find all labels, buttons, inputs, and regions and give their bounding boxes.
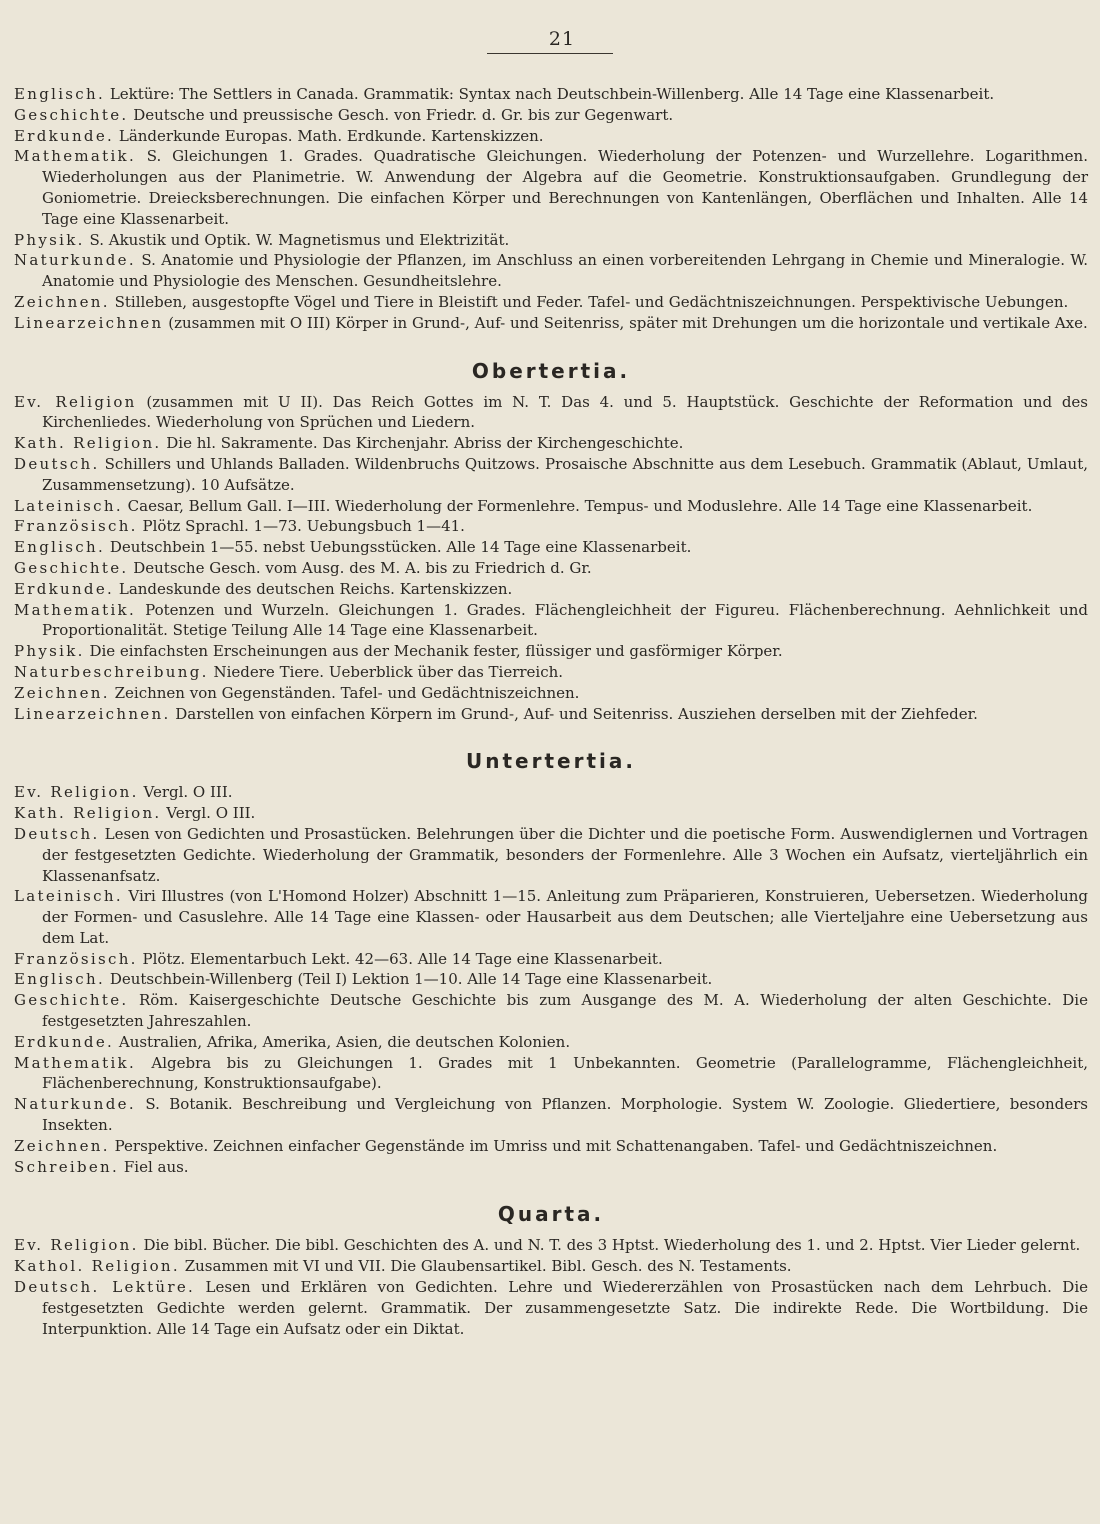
entry-text: Lektüre: The Settlers in Canada. Grammatik: Syntax nach Deutschbein-Willenberg. Alle 14 Tage eine Klassenarbeit. (105, 85, 995, 103)
subject-label: Naturkunde. (14, 1095, 136, 1114)
curriculum-entry (14, 392, 1088, 434)
curriculum-entry (14, 105, 1088, 126)
subject-label: Englisch. (14, 85, 106, 103)
subject-label: Kath. Religion. (14, 804, 162, 823)
curriculum-entry (14, 886, 1088, 948)
curriculum-entry (14, 496, 1088, 517)
entry-text: Zeichnen von Gegenständen. Tafel- und Gedächtniszeichnen. (109, 683, 580, 702)
subject-label: Linearzeichnen (14, 313, 164, 332)
curriculum-entry (14, 1256, 1088, 1277)
subject-label: Mathematik. (14, 1053, 137, 1072)
curriculum-entry (14, 250, 1088, 292)
curriculum-entry (14, 1032, 1088, 1053)
subject-label: Naturbeschreibung. (14, 662, 209, 681)
subject-label: Erdkunde. (14, 1032, 115, 1051)
subject-label: Deutsch. (14, 824, 100, 843)
curriculum-entry (14, 949, 1088, 970)
curriculum-entry (14, 662, 1088, 683)
subject-label: Zeichnen. (14, 1136, 110, 1155)
entry-text: Vergl. O III. (161, 804, 256, 823)
curriculum-entry (14, 704, 1088, 725)
curriculum-entry (14, 969, 1088, 990)
entry-text: Plötz. Elementarbuch Lekt. 42—63. Alle 14 Tage eine Klassenarbeit. (137, 949, 663, 968)
curriculum-entry (14, 516, 1088, 537)
curriculum-entry (14, 782, 1088, 803)
entry-text: Niedere Tiere. Ueberblick über das Tierreich. (208, 662, 564, 681)
subject-label: Kath. Religion. (14, 434, 162, 453)
entry-text: S. Botanik. Beschreibung und Vergleichung von Pflanzen. Morphologie. System W. Zoologie. Gliedertiere, besonders Insekten. (42, 1095, 1088, 1135)
subject-label: Deutsch. Lektüre. (14, 1278, 196, 1297)
entry-text: Deutschbein-Willenberg (Teil I) Lektion 1—10. Alle 14 Tage eine Klassenarbeit. (105, 970, 713, 989)
entry-text: Schillers und Uhlands Balladen. Wildenbruchs Quitzows. Prosaische Abschnitte aus dem Lesebuch. Grammatik (Ablaut, Umlaut, Zusammensetzung). 10 Aufsätze. (42, 454, 1088, 494)
curriculum-entry (14, 579, 1088, 600)
curriculum-entry (14, 1094, 1088, 1136)
entry-text: Die einfachsten Erscheinungen aus der Mechanik fester, flüssiger und gasförmiger Körper. (84, 642, 783, 661)
entry-text: Viri Illustres (von L'Homond Holzer) Abschnitt 1—15. Anleitung zum Präparieren, Konstruieren, Uebersetzen. Wiederholung der Formen- und Casuslehre. Alle 14 Tage eine Klassen- oder Hausarbeit aus dem Deutschen; alle Vierteljahre eine Uebersetzung aus dem Lat. (42, 887, 1088, 947)
subject-label: Lateinisch. (14, 496, 123, 515)
section-heading: Obertertia. (471, 358, 631, 383)
subject-label: Mathematik. (14, 600, 137, 619)
subject-label: Französisch. (14, 517, 138, 536)
entry-text: Australien, Afrika, Amerika, Asien, die deutschen Kolonien. (114, 1032, 571, 1051)
entry-text: Deutsche Gesch. vom Ausg. des M. A. bis zu Friedrich d. Gr. (128, 558, 592, 577)
page-content (14, 84, 1088, 1339)
entry-text: Landeskunde des deutschen Reichs. Kartenskizzen. (114, 579, 513, 598)
subject-label: Physik. (14, 230, 85, 249)
subject-label: Ev. Religion. (14, 783, 139, 802)
subject-label: Ev. Religion (14, 392, 137, 411)
subject-label: Linearzeichnen. (14, 704, 171, 723)
entry-text: Lesen und Erklären von Gedichten. Lehre und Wiedererzählen von Prosastücken nach dem Lehrbuch. Die festgesetzten Gedichte werden gelernt. Grammatik. Der zusammengesetzte Satz. Die indirekte Rede. Die Wortbildung. Die Interpunktion. Alle 14 Tage ein Aufsatz oder ein Diktat. (42, 1278, 1089, 1338)
curriculum-entry (14, 683, 1088, 704)
entry-text: Die bibl. Bücher. Die bibl. Geschichten des A. und N. T. des 3 Hptst. Wiederholung des 1. und 2. Hptst. Vier Lieder gelernt. (138, 1236, 1081, 1255)
entry-text: Deutsche und preussische Gesch. von Friedr. d. Gr. bis zur Gegenwart. (128, 105, 674, 124)
curriculum-entry (14, 126, 1088, 147)
subject-label: Geschichte. (14, 991, 129, 1010)
section-heading: Untertertia. (466, 749, 636, 774)
subject-label: Kathol. Religion. (14, 1257, 180, 1276)
subject-label: Englisch. (14, 970, 106, 989)
curriculum-entry (14, 313, 1088, 334)
subject-label: Schreiben. (14, 1157, 120, 1176)
subject-label: Physik. (14, 642, 85, 661)
entry-text: Vergl. O III. (138, 783, 233, 802)
curriculum-entry (14, 824, 1088, 886)
entry-text: Potenzen und Wurzeln. Gleichungen 1. Grades. Flächengleichheit der Figureu. Flächenberechnung. Aehnlichkeit und Proportionalität. Stetige Teilung Alle 14 Tage eine Klassenarbeit. (42, 600, 1088, 640)
entry-text: Caesar, Bellum Gall. I—III. Wiederholung der Formenlehre. Tempus- und Moduslehre. Alle 14 Tage eine Klassenarbeit. (122, 496, 1033, 515)
entry-text: (zusammen mit U II). Das Reich Gottes im N. T. Das 4. und 5. Hauptstück. Geschichte der Reformation und des Kirchenliedes. Wiederholung von Sprüchen und Liedern. (42, 392, 1088, 432)
entry-text: Die hl. Sakramente. Das Kirchenjahr. Abriss der Kirchengeschichte. (161, 434, 684, 453)
subject-label: Zeichnen. (14, 683, 110, 702)
entry-text: Fiel aus. (119, 1157, 189, 1176)
entry-text: (zusammen mit O III) Körper in Grund-, Auf- und Seitenriss, später mit Drehungen um die horizontale und vertikale Axe. (163, 313, 1088, 332)
entry-text: Darstellen von einfachen Körpern im Grund-, Auf- und Seitenriss. Ausziehen derselben mit der Ziehfeder. (170, 704, 978, 723)
curriculum-entry (14, 84, 1088, 105)
curriculum-entry (14, 1277, 1088, 1339)
curriculum-entry (14, 1235, 1088, 1256)
entry-text: Deutschbein 1—55. nebst Uebungsstücken. Alle 14 Tage eine Klassenarbeit. (105, 538, 692, 557)
entry-text: S. Akustik und Optik. W. Magnetismus und Elektrizität. (84, 230, 510, 249)
subject-label: Naturkunde. (14, 251, 136, 270)
page-number: 21 (548, 28, 576, 50)
entry-text: S. Anatomie und Physiologie der Pflanzen, im Anschluss an einen vorbereitenden Lehrgang in Chemie und Mineralogie. W. Anatomie und Physiologie des Menschen. Gesundheitslehre. (42, 251, 1088, 291)
curriculum-entry (14, 433, 1088, 454)
entry-text: Algebra bis zu Gleichungen 1. Grades mit 1 Unbekannten. Geometrie (Parallelogramme, Flächengleichheit, Flächenberechnung, Konstruktionsaufgabe). (42, 1053, 1088, 1093)
subject-label: Geschichte. (14, 105, 129, 124)
subject-label: Französisch. (14, 949, 138, 968)
subject-label: Deutsch. (14, 454, 100, 473)
curriculum-entry (14, 292, 1088, 313)
entry-text: Zusammen mit VI und VII. Die Glaubensartikel. Bibl. Gesch. des N. Testaments. (179, 1257, 792, 1276)
entry-text: Länderkunde Europas. Math. Erdkunde. Kartenskizzen. (114, 126, 544, 145)
curriculum-entry (14, 990, 1088, 1032)
curriculum-entry (14, 1053, 1088, 1095)
curriculum-entry (14, 537, 1088, 558)
subject-label: Erdkunde. (14, 126, 115, 145)
curriculum-entry (14, 230, 1088, 251)
subject-label: Mathematik. (14, 147, 137, 166)
subject-label: Erdkunde. (14, 579, 115, 598)
subject-label: Englisch. (14, 538, 106, 557)
curriculum-entry (14, 454, 1088, 496)
entry-text: S. Gleichungen 1. Grades. Quadratische Gleichungen. Wiederholung der Potenzen- und Wurzellehre. Logarithmen. Wiederholungen aus der Planimetrie. W. Anwendung der Algebra auf die Geometrie. Konstruktionsaufgaben. Grundlegung der Goniometrie. Dreiecksberechnungen. Die einfachen Körper und Berechnungen von Kantenlängen, Oberflächen und Inhalten. Alle 14 Tage eine Klassenarbeit. (42, 147, 1088, 228)
section-heading: Quarta. (497, 1202, 605, 1227)
subject-label: Geschichte. (14, 558, 129, 577)
entry-text: Stilleben, ausgestopfte Vögel und Tiere in Bleistift und Feder. Tafel- und Gedächtniszeichnungen. Perspektivische Uebungen. (109, 292, 1069, 311)
curriculum-entry (14, 146, 1088, 229)
entry-text: Röm. Kaisergeschichte Deutsche Geschichte bis zum Ausgange des M. A. Wiederholung der alten Geschichte. Die festgesetzten Jahreszahlen. (42, 991, 1088, 1031)
entry-text: Perspektive. Zeichnen einfacher Gegenstände im Umriss und mit Schattenangaben. Tafel- und Gedächtniszeichnen. (109, 1136, 998, 1155)
subject-label: Zeichnen. (14, 292, 110, 311)
curriculum-entry (14, 558, 1088, 579)
subject-label: Ev. Religion. (14, 1236, 139, 1255)
curriculum-entry (14, 803, 1088, 824)
curriculum-entry (14, 641, 1088, 662)
curriculum-entry (14, 600, 1088, 642)
entry-text: Plötz Sprachl. 1—73. Uebungsbuch 1—41. (137, 517, 465, 536)
curriculum-entry (14, 1157, 1088, 1178)
curriculum-entry (14, 1136, 1088, 1157)
page-number-rule (487, 53, 613, 54)
subject-label: Lateinisch. (14, 887, 123, 906)
entry-text: Lesen von Gedichten und Prosastücken. Belehrungen über die Dichter und die poetische Form. Auswendiglernen und Vortragen der festgesetzten Gedichte. Wiederholung der Grammatik, besonders der Formenlehre. Alle 3 Wochen ein Aufsatz, vierteljährlich ein Klassenanfsatz. (42, 824, 1088, 885)
